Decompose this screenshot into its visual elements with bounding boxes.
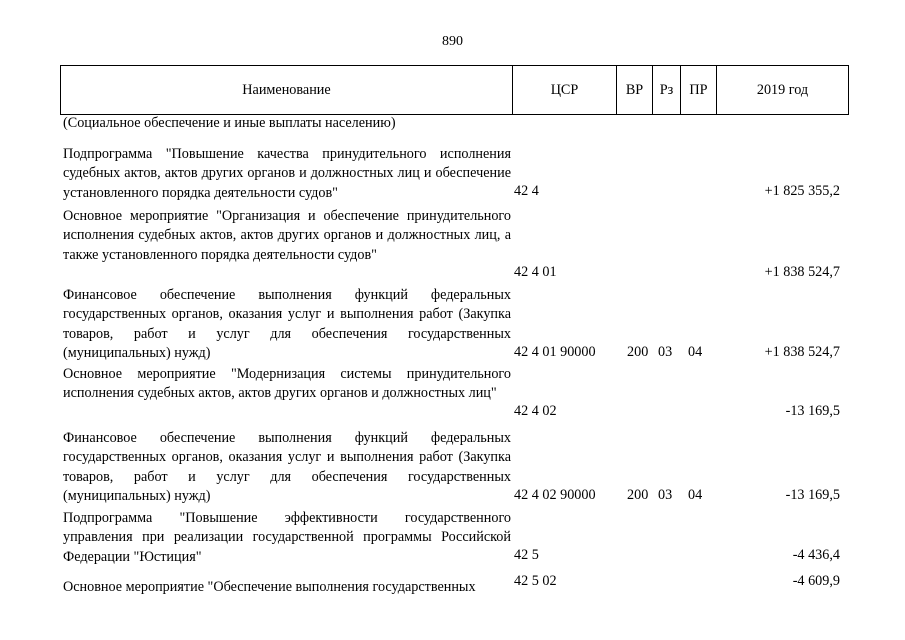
row-name: Подпрограмма "Повышение эффективности государственного управления при реализации государственной программы Российской Федерации "Юстиция" — [63, 510, 511, 565]
row-vr: 200 — [627, 487, 649, 503]
row-csr: 42 5 — [514, 547, 539, 563]
row-rz: 03 — [658, 487, 673, 503]
row-name: Основное мероприятие "Организация и обеспечение принудительного исполнения судебных актов, актов других органов и должностных лиц, а также установленного порядка деятельности судов" — [63, 208, 511, 263]
table-header — [60, 65, 849, 115]
row-name: Финансовое обеспечение выполнения функций федеральных государственных органов, оказания услуг и выполнения работ (Закупка товаров, работ и услуг для обеспечения государственных (муниципальных) нужд) — [63, 287, 511, 361]
row-amount: +1 825 355,2 — [764, 183, 840, 199]
column-header-vr: ВР — [616, 66, 652, 114]
row-name: Финансовое обеспечение выполнения функций федеральных государственных органов, оказания услуг и выполнения работ (Закупка товаров, работ и услуг для обеспечения государственных (муниципальных) нужд) — [63, 430, 511, 504]
row-pr: 04 — [688, 344, 703, 360]
row-amount: -4 436,4 — [792, 547, 840, 563]
row-csr: 42 4 — [514, 183, 539, 199]
column-header-csr: ЦСР — [512, 66, 616, 114]
row-name: Основное мероприятие "Обеспечение выполнения государственных — [63, 579, 476, 595]
column-header-year: 2019 год — [716, 66, 848, 114]
row-amount: -4 609,9 — [792, 573, 840, 589]
row-csr: 42 4 02 90000 — [514, 487, 596, 503]
continuation-text: (Социальное обеспечение и иные выплаты населению) — [63, 115, 396, 131]
row-csr: 42 5 02 — [514, 573, 557, 589]
row-csr: 42 4 01 — [514, 264, 557, 280]
row-name: Подпрограмма "Повышение качества принудительного исполнения судебных актов, актов других органов и должностных лиц и обеспечение установленного порядка деятельности судов" — [63, 146, 511, 201]
row-rz: 03 — [658, 344, 673, 360]
row-vr: 200 — [627, 344, 649, 360]
row-name: Основное мероприятие "Модернизация системы принудительного исполнения судебных актов, актов других органов и должностных лиц" — [63, 366, 511, 402]
page-number: 890 — [442, 34, 463, 49]
column-header-rz: Рз — [652, 66, 680, 114]
row-amount: +1 838 524,7 — [764, 264, 840, 280]
row-csr: 42 4 02 — [514, 403, 557, 419]
row-amount: -13 169,5 — [785, 403, 840, 419]
row-csr: 42 4 01 90000 — [514, 344, 596, 360]
column-header-pr: ПР — [680, 66, 716, 114]
column-header-name: Наименование — [242, 81, 331, 98]
row-amount: -13 169,5 — [785, 487, 840, 503]
row-pr: 04 — [688, 487, 703, 503]
row-amount: +1 838 524,7 — [764, 344, 840, 360]
